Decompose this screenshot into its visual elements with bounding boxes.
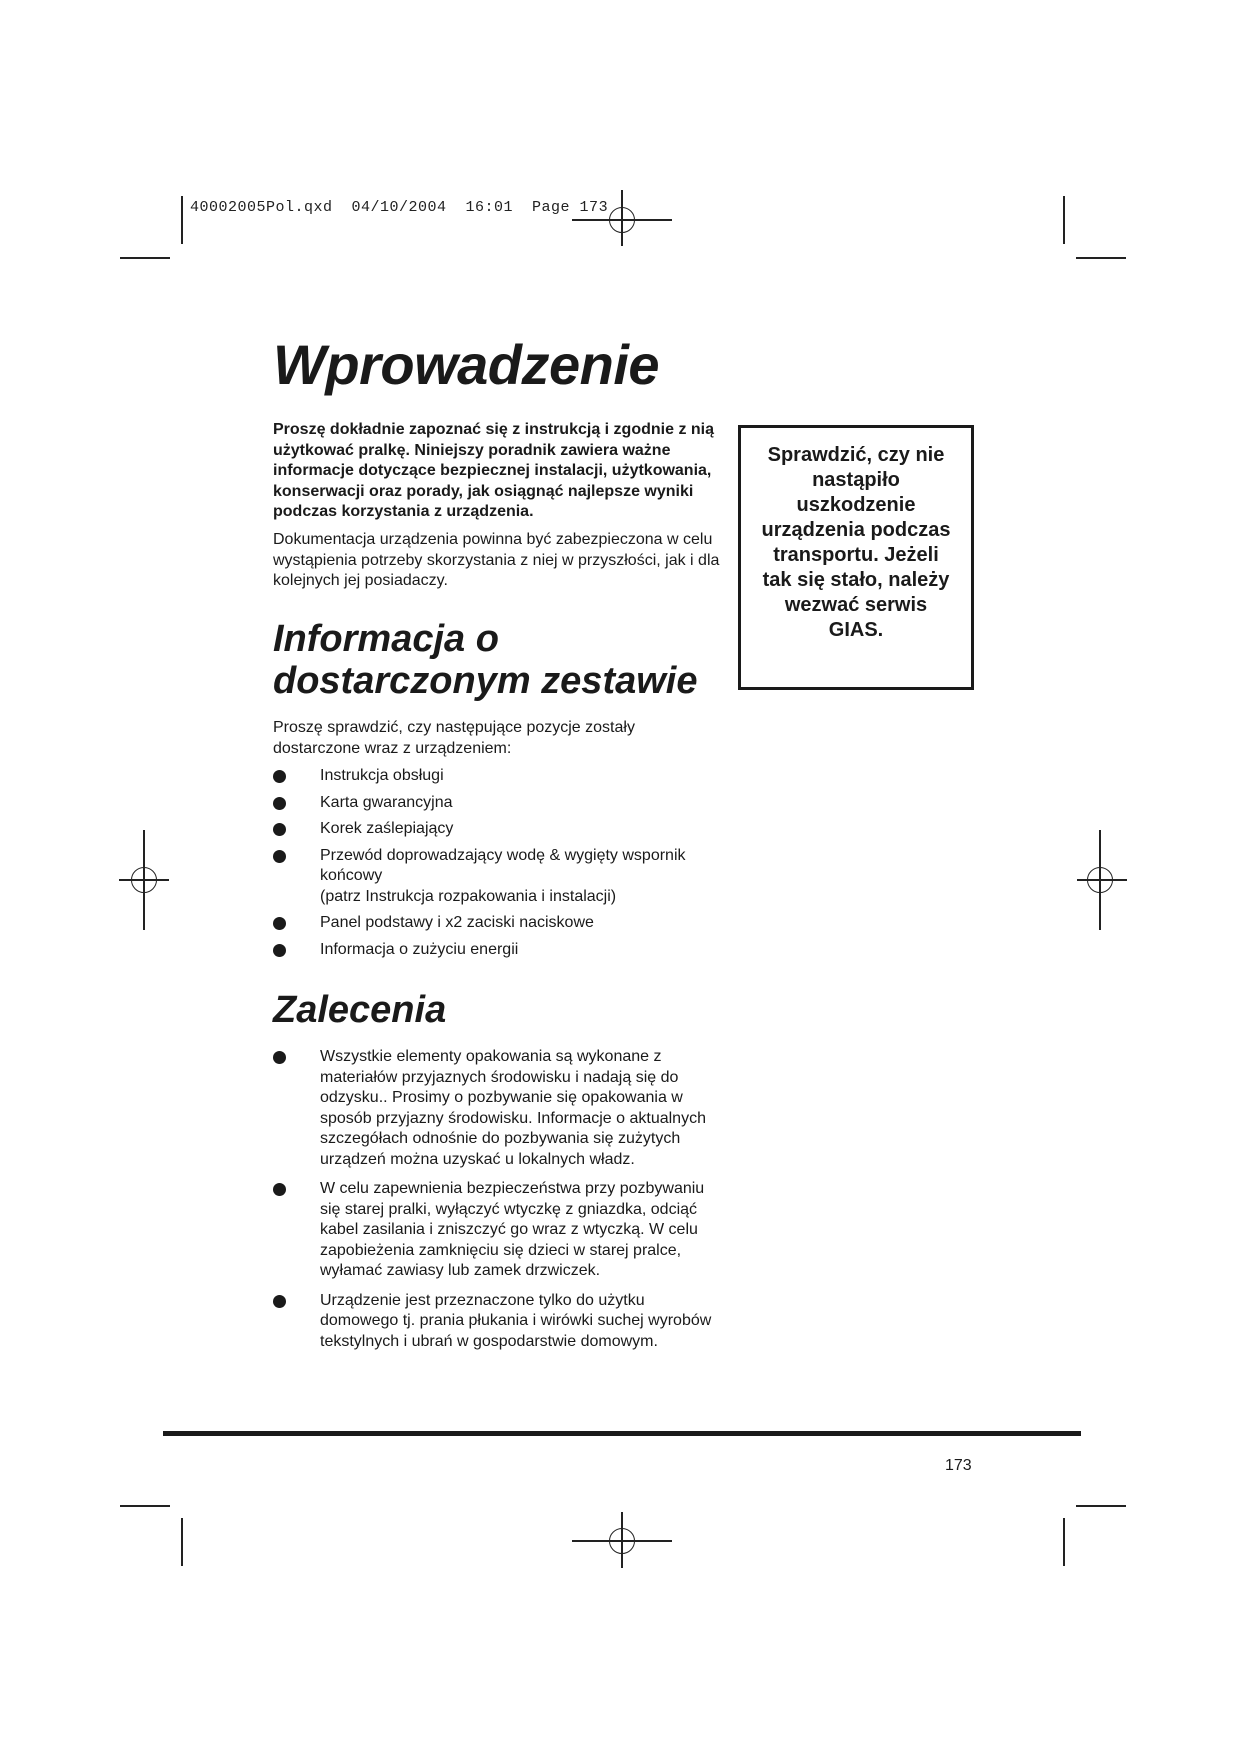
bullet-icon [273,823,286,836]
page-title: Wprowadzenie [273,333,660,396]
crop-mark [1076,1505,1126,1507]
list-item: Instrukcja obsługi [273,766,723,787]
intro-bold-paragraph: Proszę dokładnie zapoznać się z instrukcją i zgodnie z nią użytkować pralkę. Niniejszy poradnik zawiera ważne informacje dotyczące bezpiecznej instalacji, użytkowania, konserwacji oraz porady, jak osiągnąć najlepsze wyniki podczas korzystania z urządzenia. [273,421,714,520]
bullet-icon [273,917,286,930]
crop-mark [1076,257,1126,259]
bullet-icon [273,1183,286,1196]
supplied-items-list [273,766,723,966]
list-item: Karta gwarancyjna [273,793,723,814]
bullet-icon [273,797,286,810]
bullet-icon [273,1295,286,1308]
crop-mark [181,1518,183,1566]
page-number: 173 [945,1457,972,1474]
bullet-icon [273,770,286,783]
list-item: Urządzenie jest przeznaczone tylko do użytku domowego tj. prania płukania i wirówki suchej wyrobów tekstylnych i ubrań w gospodarstwie domowym. [273,1291,723,1353]
crop-mark [1063,1518,1065,1566]
list-item: Korek zaślepiający [273,819,723,840]
list-item: Wszystkie elementy opakowania są wykonane z materiałów przyjaznych środowisku i nadają się do odzysku.. Prosimy o pozbywanie się opakowania w sposób przyjazny środowisku. Informacje o aktualnych szczegółach odnośnie do pozbywania się zużytych urządzeń można uzyskać u lokalnych władz. [273,1047,723,1170]
intro-paragraph: Dokumentacja urządzenia powinna być zabezpieczona w celu wystąpienia potrzeby skorzystania z niej w przyszłości, jak i dla kolejnych jej posiadaczy. [273,531,720,589]
registration-mark [609,1528,635,1554]
bullet-icon [273,1051,286,1064]
section-heading-line: Informacja o [273,618,499,660]
recommendations-list [273,1047,723,1361]
section-heading-line: dostarczonym zestawie [273,660,698,702]
notice-box [738,425,974,690]
section-heading-recommendations: Zalecenia [273,989,447,1031]
crop-mark [1063,196,1065,244]
footer-rule [163,1431,1081,1436]
crop-mark [120,1505,170,1507]
section-heading-supplied-set [273,618,697,702]
list-item: Informacja o zużyciu energii [273,940,723,961]
list-item: Panel podstawy i x2 zaciski naciskowe [273,913,723,934]
crop-mark [181,196,183,244]
list-item: Przewód doprowadzający wodę & wygięty wspornik końcowy (patrz Instrukcja rozpakowania i instalacji) [273,846,723,908]
bullet-icon [273,850,286,863]
list-item-note: (patrz Instrukcja rozpakowania i instalacji) [320,887,617,905]
bullet-icon [273,944,286,957]
registration-mark [131,867,157,893]
notice-text: Sprawdzić, czy nie nastąpiło uszkodzenie urządzenia podczas transportu. Jeżeli tak się stało, należy wezwać serwis GIAS. [761,444,951,641]
registration-mark [1087,867,1113,893]
list-item: W celu zapewnienia bezpieczeństwa przy pozbywaniu się starej pralki, wyłączyć wtyczkę z gniazdka, odciąć kabel zasilania i zniszczyć go wraz z wtyczką. W celu zapobieżenia zamknięciu się dzieci w starej pralce, wyłamać zawiasy lub zamek drzwiczek. [273,1179,723,1282]
registration-mark [609,207,635,233]
crop-mark [120,257,170,259]
print-slug: 40002005Pol.qxd 04/10/2004 16:01 Page 173 [190,199,609,216]
supplied-set-lead: Proszę sprawdzić, czy następujące pozycje zostały dostarczone wraz z urządzeniem: [273,719,635,757]
